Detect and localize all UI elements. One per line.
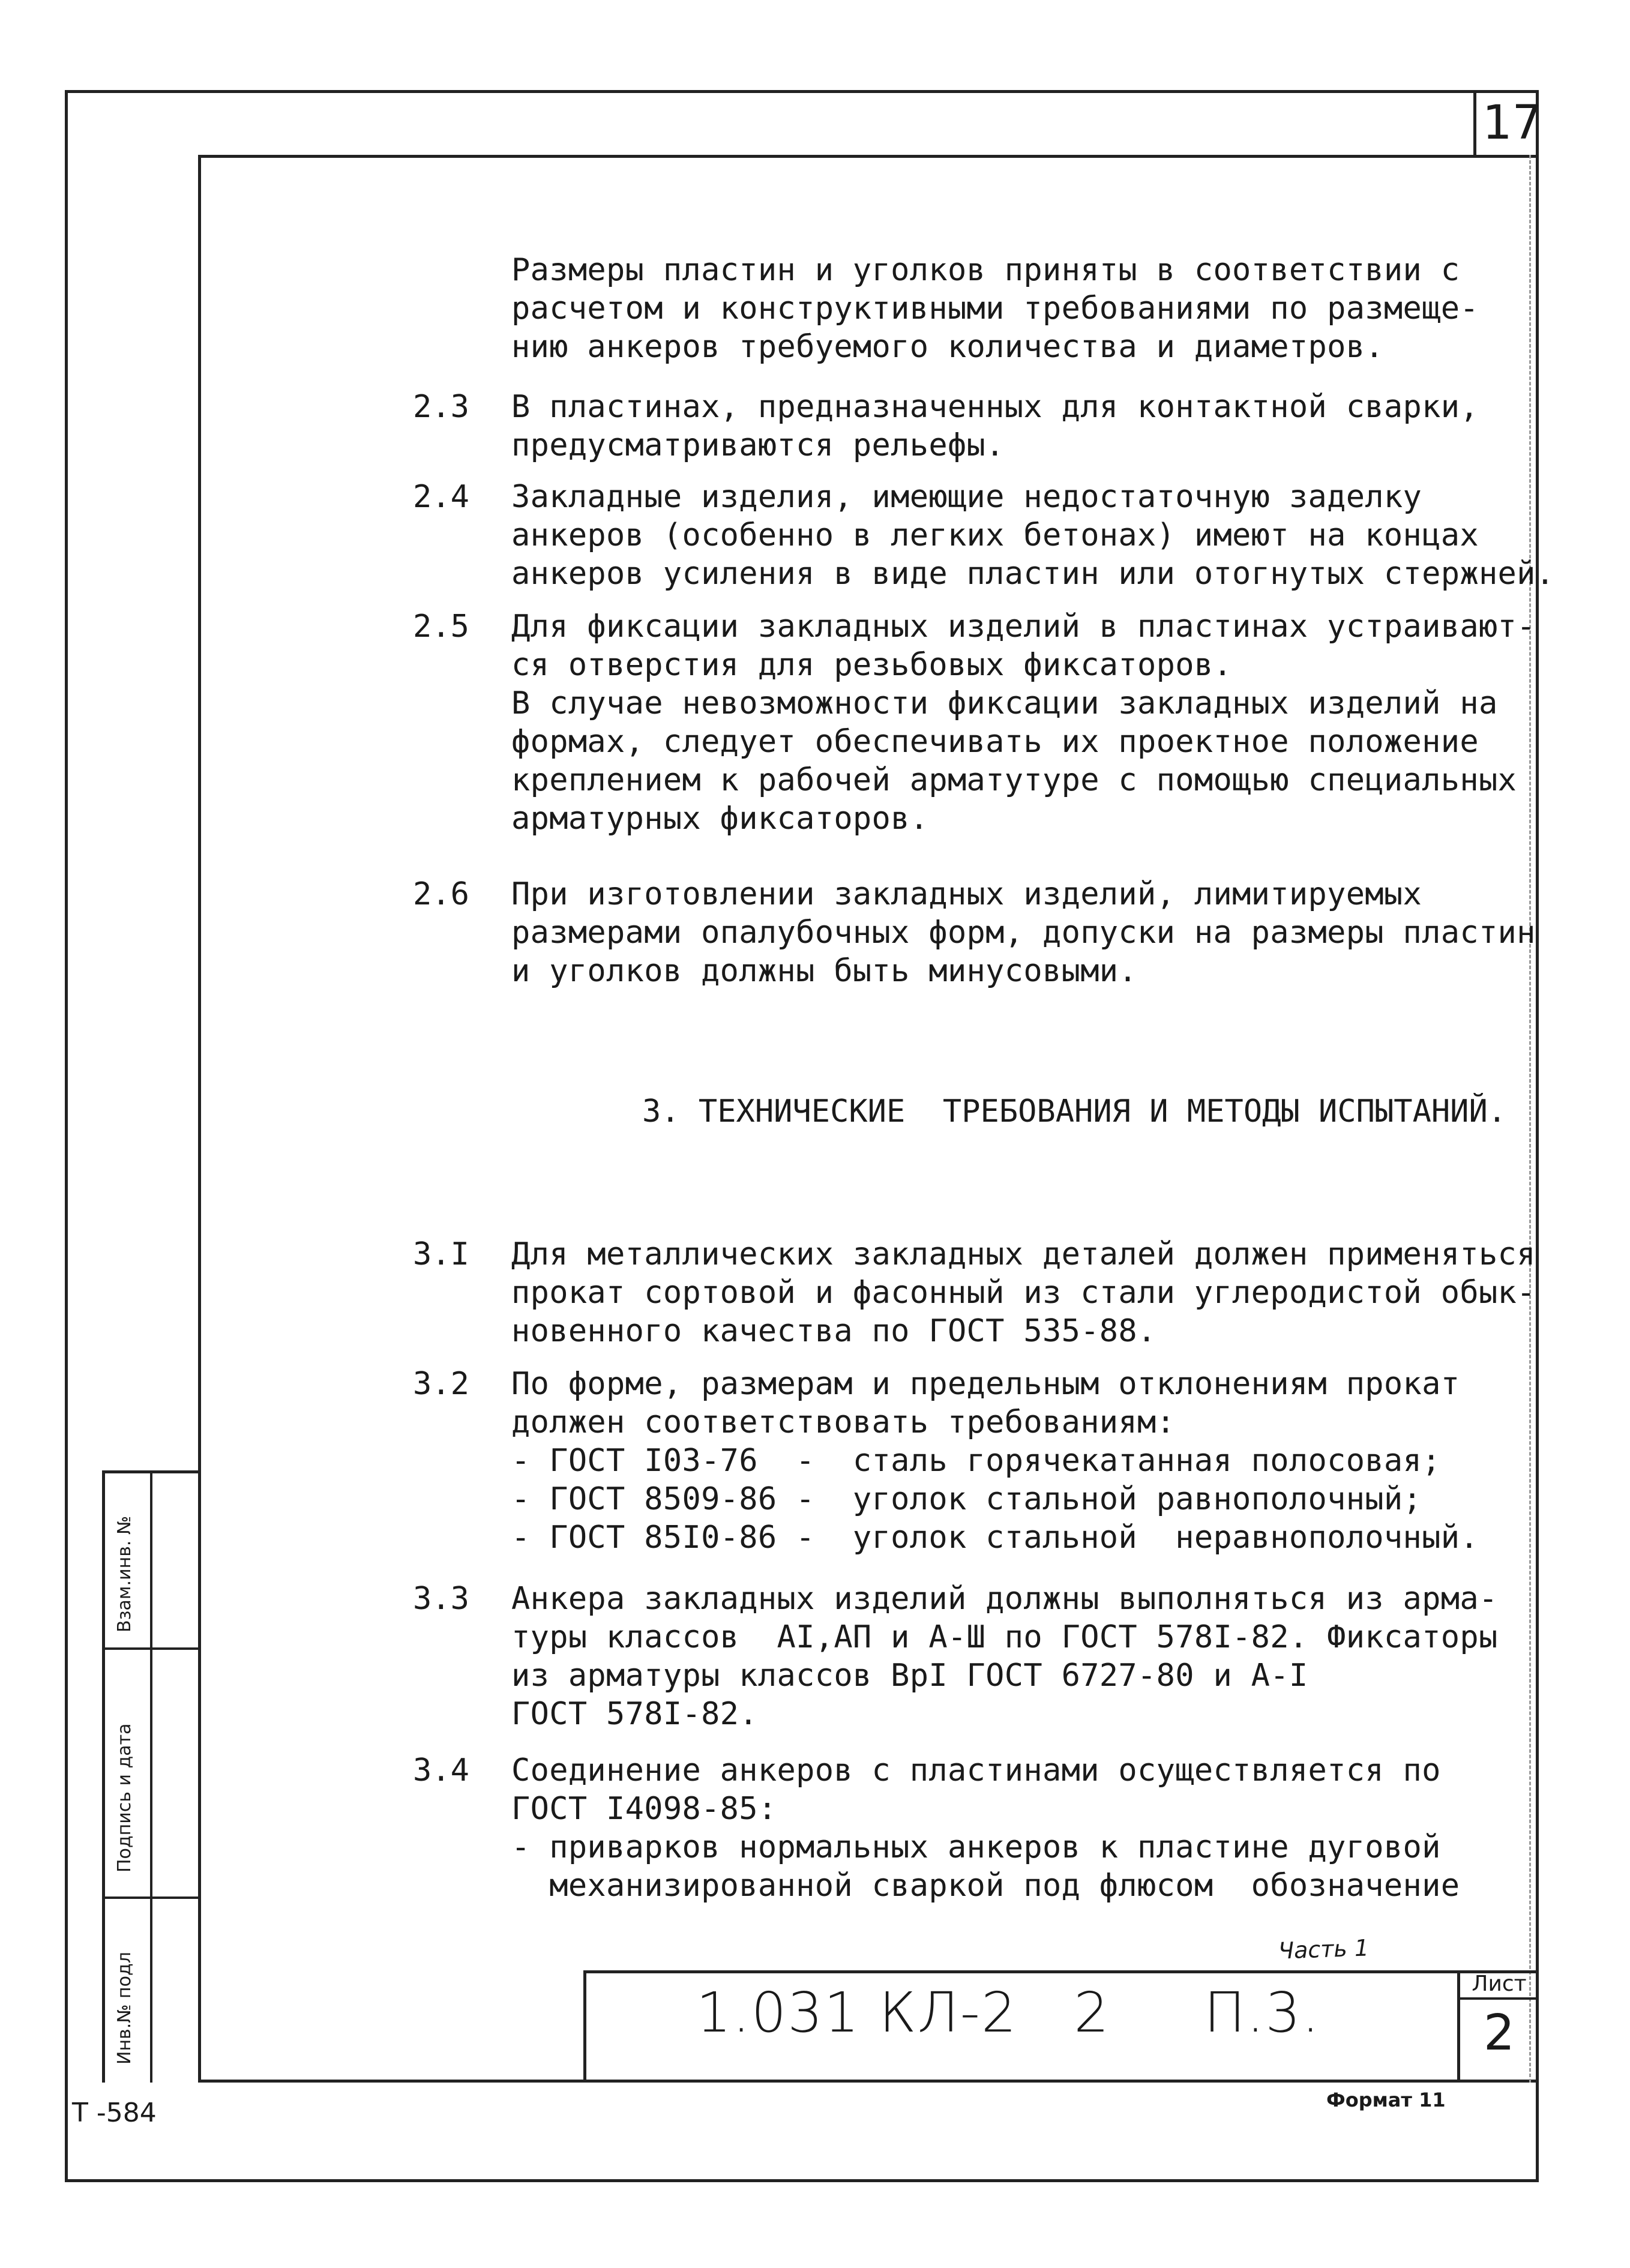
list-label: Лист xyxy=(1472,1972,1527,1996)
text-line: - ГОСТ I03-76 - сталь горячекатанная полосовая; xyxy=(511,1443,1441,1479)
text-line: арматурных фиксаторов. xyxy=(511,801,929,837)
item-2-6 xyxy=(511,875,1536,990)
item-number: 2.5 xyxy=(413,609,469,645)
text-line: Соединение анкеров с пластинами осуществляется по xyxy=(511,1752,1441,1788)
text-line: ГОСТ 578I-82. xyxy=(511,1696,758,1732)
item-number: 2.6 xyxy=(413,876,469,912)
stamp-label-inv: Инв.№ подл xyxy=(114,1952,135,2065)
stamp-label-podpis: Подпись и дата xyxy=(114,1723,135,1872)
text-line: прокат сортовой и фасонный из стали углеродистой обык- xyxy=(511,1275,1536,1311)
text-line: туры классов АI,АП и А-Ш по ГОСТ 578I-82. Фиксаторы xyxy=(511,1619,1498,1655)
stamp-divider xyxy=(150,1470,152,2083)
text-line: должен соответствовать требованиям: xyxy=(511,1404,1176,1440)
document-id: Т -584 xyxy=(72,2098,157,2128)
text-line: новенного качества по ГОСТ 535-88. xyxy=(511,1313,1156,1349)
part-label: Часть 1 xyxy=(1278,1934,1370,1964)
list-number: 2 xyxy=(1483,2005,1515,2062)
text-line: - ГОСТ 85I0-86 - уголок стальной неравнополочный. xyxy=(511,1520,1479,1556)
text-line: Для металлических закладных деталей должен применяться xyxy=(511,1236,1536,1272)
text-line: предусматриваются рельефы. xyxy=(511,427,1005,463)
text-line: При изготовлении закладных изделий, лимитируемых xyxy=(511,876,1422,912)
item-3-4 xyxy=(511,1751,1460,1905)
inner-frame-top xyxy=(198,155,1539,158)
text-line: ГОСТ I4098-85: xyxy=(511,1791,777,1827)
text-line: нию анкеров требуемого количества и диаметров. xyxy=(511,329,1384,365)
text-line: расчетом и конструктивными требованиями по размеще- xyxy=(511,290,1479,326)
item-2-5 xyxy=(511,607,1536,838)
text-line: анкеров усиления в виде пластин или отогнутых стержней. xyxy=(511,556,1555,592)
document-code: 1.031 КЛ-2 2 П.3. xyxy=(696,1981,1321,2045)
title-block-divider xyxy=(1457,1970,1460,2083)
text-line: Размеры пластин и уголков приняты в соответствии с xyxy=(511,252,1460,288)
item-number: 3.3 xyxy=(413,1581,469,1617)
text-line: формах, следует обеспечивать их проектное положение xyxy=(511,724,1479,760)
text-line: ся отверстия для резьбовых фиксаторов. xyxy=(511,647,1233,683)
text-line: Закладные изделия, имеющие недостаточную заделку xyxy=(511,479,1422,515)
inner-frame-left xyxy=(198,155,201,2083)
item-3-2 xyxy=(511,1365,1479,1557)
item-number: 3.I xyxy=(413,1236,469,1272)
text-line: из арматуры классов ВрI ГОСТ 6727-80 и А-I xyxy=(511,1658,1308,1694)
item-number: 2.4 xyxy=(413,479,469,515)
text-line: - приварков нормальных анкеров к пластине дуговой xyxy=(511,1829,1441,1865)
stamp-label-vzam: Взам.инв. № xyxy=(114,1515,135,1632)
text-line: размерами опалубочных форм, допуски на размеры пластин xyxy=(511,915,1536,951)
text-line: В случае невозможности фиксации закладных изделий на xyxy=(511,685,1498,721)
stamp-divider xyxy=(102,1897,198,1899)
inner-frame-right xyxy=(1529,155,1533,2083)
format-label: Формат 11 xyxy=(1326,2089,1446,2111)
text-line: и уголков должны быть минусовыми. xyxy=(511,953,1138,989)
text-line: анкеров (особенно в легких бетонах) имеют на концах xyxy=(511,517,1479,553)
item-3-1 xyxy=(511,1235,1536,1350)
text-line: Для фиксации закладных изделий в пластинах устраивают- xyxy=(511,609,1536,645)
item-number: 3.4 xyxy=(413,1752,469,1788)
text-line: Анкера закладных изделий должны выполняться из арма- xyxy=(511,1581,1498,1617)
sheet-number: 17 xyxy=(1482,96,1542,150)
intro-paragraph xyxy=(511,251,1479,366)
item-3-3 xyxy=(511,1580,1498,1733)
text-line: В пластинах, предназначенных для контактной сварки, xyxy=(511,389,1479,425)
stamp-divider xyxy=(102,1647,198,1650)
item-number: 2.3 xyxy=(413,389,469,425)
text-line: механизированной сваркой под флюсом обозначение xyxy=(511,1868,1460,1904)
item-number: 3.2 xyxy=(413,1366,469,1402)
item-2-3 xyxy=(511,388,1479,465)
text-line: креплением к рабочей арматутуре с помощью специальных xyxy=(511,762,1517,798)
text-line: - ГОСТ 8509-86 - уголок стальной равнополочный; xyxy=(511,1481,1422,1517)
title-block-divider xyxy=(1457,1997,1539,2000)
section-heading: 3. ТЕХНИЧЕСКИЕ ТРЕБОВАНИЯ И МЕТОДЫ ИСПЫТАНИЙ. xyxy=(642,1093,1507,1129)
text-line: По форме, размерам и предельным отклонениям прокат xyxy=(511,1366,1460,1402)
item-2-4 xyxy=(511,478,1554,593)
